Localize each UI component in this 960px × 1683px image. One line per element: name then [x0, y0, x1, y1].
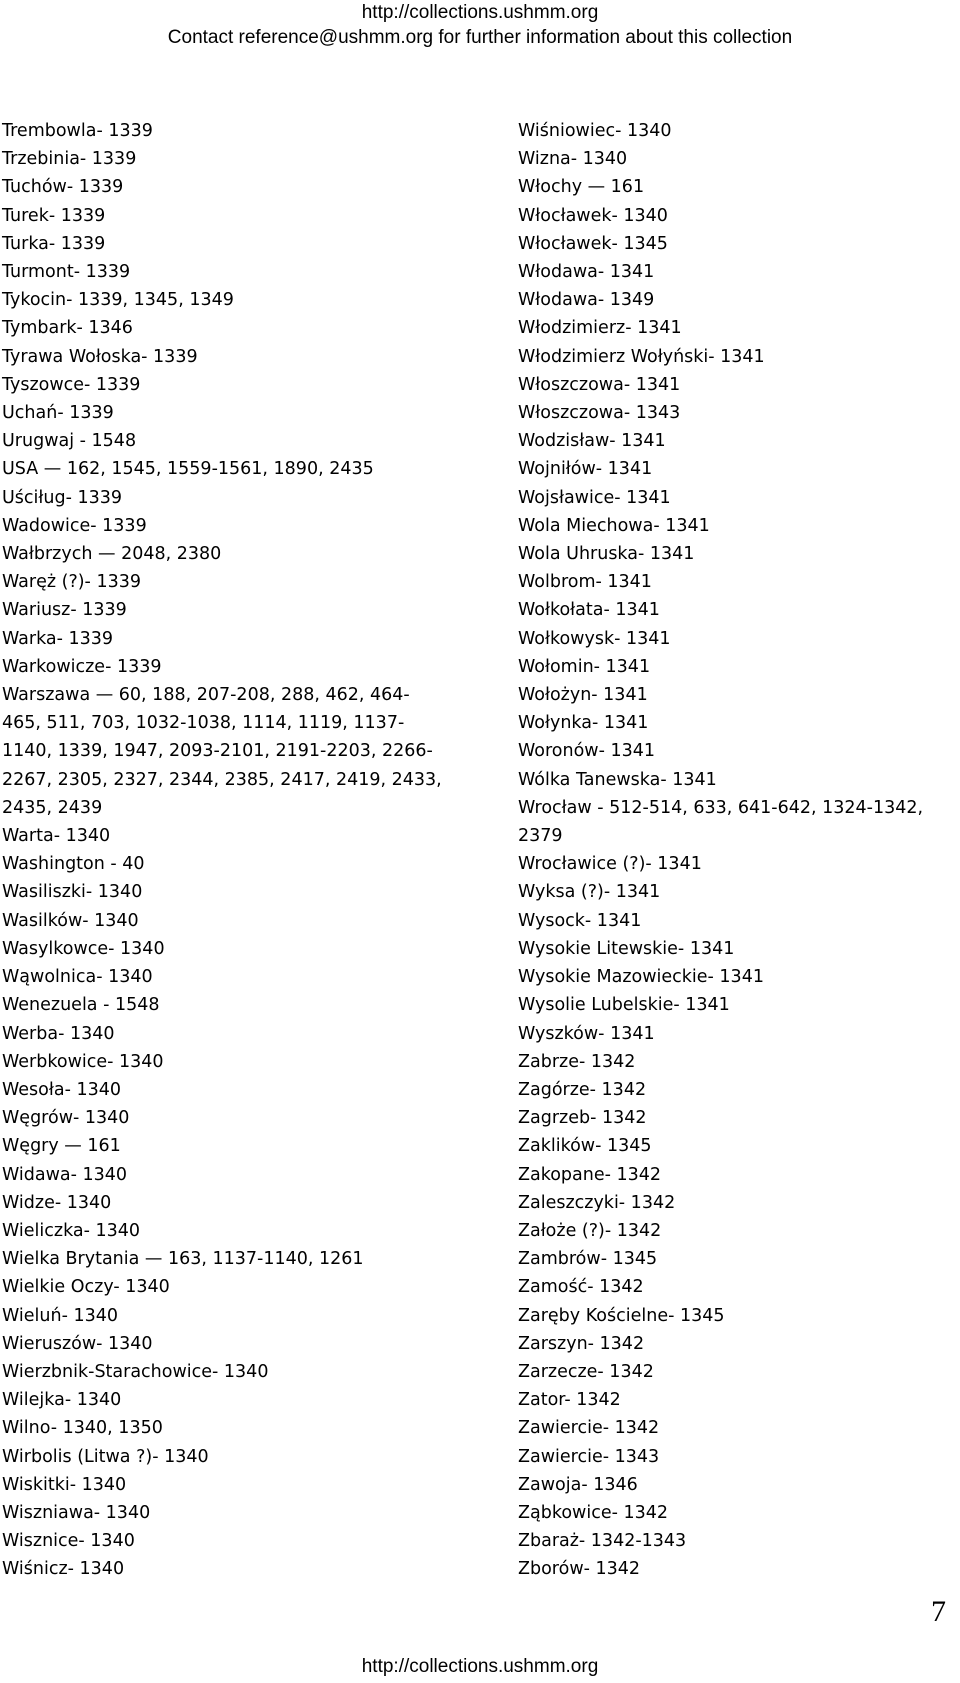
index-entry: USA — 162, 1545, 1559-1561, 1890, 2435: [2, 459, 374, 480]
index-entry: Warkowicze- 1339: [2, 656, 162, 677]
index-entry: Wielkie Oczy- 1340: [2, 1277, 170, 1298]
index-entry: Wysokie Litewskie- 1341: [518, 938, 735, 959]
index-entry: Wieliczka- 1340: [2, 1220, 141, 1241]
index-entry: Wołkowysk- 1341: [518, 628, 671, 649]
index-entry: Zawiercie- 1342: [518, 1418, 660, 1439]
index-entry: Wołynka- 1341: [518, 713, 649, 734]
index-entry: Warta- 1340: [2, 826, 111, 847]
index-entry: Wiśniowiec- 1340: [518, 121, 672, 141]
index-entry: Wyksa (?)- 1341: [518, 882, 661, 903]
index-entry: Włocławek- 1340: [518, 205, 668, 226]
index-entry: Washington - 40: [2, 854, 145, 875]
index-entry: Trembowla- 1339: [2, 121, 153, 141]
index-entry: Wodzisław- 1341: [518, 431, 666, 452]
index-entry: Woronów- 1341: [518, 741, 656, 762]
index-entry: Wiskitki- 1340: [2, 1474, 127, 1495]
index-entry: Tyszowce- 1339: [2, 374, 141, 395]
index-entry: Zaleszczyki- 1342: [518, 1192, 676, 1213]
index-entry: Zabrze- 1342: [518, 1051, 636, 1072]
index-entry: Werba- 1340: [2, 1023, 115, 1044]
index-entry: Węgrów- 1340: [2, 1108, 130, 1129]
index-entry: Wólka Tanewska- 1341: [518, 769, 717, 790]
index-entry: Zawoja- 1346: [518, 1474, 638, 1495]
index-entry: Zaklików- 1345: [518, 1136, 652, 1157]
index-entry: Uchań- 1339: [2, 403, 114, 424]
index-entry: Wysokie Mazowieckie- 1341: [518, 967, 764, 988]
index-entry: Włocławek- 1345: [518, 233, 668, 254]
index-entry: Wisznice- 1340: [2, 1531, 135, 1552]
index-entry: Zawiercie- 1343: [518, 1446, 660, 1467]
index-entry: Wrocław - 512-514, 633, 641-642, 1324-1342, 2379: [518, 797, 929, 847]
index-entry: Wyszków- 1341: [518, 1023, 655, 1044]
index-entry: Wołożyn- 1341: [518, 685, 648, 706]
index-entry: Werbkowice- 1340: [2, 1051, 164, 1072]
index-entry: Włochy — 161: [518, 177, 645, 198]
index-entry: Wolbrom- 1341: [518, 572, 652, 593]
header-url: http://collections.ushmm.org: [361, 2, 599, 23]
index-entry: Zarszyn- 1342: [518, 1333, 645, 1354]
index-entry: Wasilków- 1340: [2, 910, 139, 931]
index-entry: Zagrzeb- 1342: [518, 1108, 647, 1129]
index-entry: Wilejka- 1340: [2, 1390, 122, 1411]
index-entry: Tykocin- 1339, 1345, 1349: [2, 290, 234, 311]
index-entry: Turek- 1339: [2, 205, 106, 226]
index-entry: Zbaraż- 1342-1343: [518, 1531, 687, 1552]
index-entry: Zamość- 1342: [518, 1277, 644, 1298]
index-entry: Włodawa- 1349: [518, 290, 655, 311]
index-entry: Turka- 1339: [2, 233, 106, 254]
index-entry: Tyrawa Wołoska- 1339: [2, 346, 198, 367]
index-entry: Wizna- 1340: [518, 149, 628, 170]
index-entry: Zambrów- 1345: [518, 1249, 658, 1270]
index-entry: Widze- 1340: [2, 1192, 112, 1213]
index-entry: Waręż (?)- 1339: [2, 572, 141, 593]
index-entry: Wysock- 1341: [518, 910, 642, 931]
index-entry: Turmont- 1339: [2, 262, 131, 283]
index-column-left: [2, 117, 448, 1584]
index-entry: Warszawa — 60, 188, 207-208, 288, 462, 464-465, 511, 703, 1032-1038, 1114, 1119, 1137-1140, 1339, 1947, 2093-2101, 2191-2203, 2266-2267, 2305, 2327, 2344, 2385, 2417, 2419, 2433, 2435, 2439: [2, 685, 448, 818]
index-entry: Wielka Brytania — 163, 1137-1140, 1261: [2, 1249, 364, 1270]
index-entry: Założe (?)- 1342: [518, 1220, 662, 1241]
index-entry: Wiszniawa- 1340: [2, 1502, 151, 1523]
index-entry: Uściług- 1339: [2, 487, 122, 508]
index-entry: Tuchów- 1339: [2, 177, 124, 198]
index-entry: Wariusz- 1339: [2, 600, 127, 621]
index-entry: Zarzecze- 1342: [518, 1361, 654, 1382]
index-entry: Wysolie Lubelskie- 1341: [518, 995, 730, 1016]
index-entry: Wasylkowce- 1340: [2, 938, 165, 959]
index-entry: Wenezuela - 1548: [2, 995, 160, 1016]
index-entry: Wola Uhruska- 1341: [518, 544, 695, 565]
index-entry: Zator- 1342: [518, 1390, 621, 1411]
index-entry: Wieluń- 1340: [2, 1305, 119, 1326]
index-entry: Włodzimierz Wołyński- 1341: [518, 346, 765, 367]
index-entry: Wierzbnik-Starachowice- 1340: [2, 1361, 269, 1382]
header-contact-line: Contact reference@ushmm.org for further information about this collection: [167, 27, 793, 48]
index-entry: Widawa- 1340: [2, 1164, 128, 1185]
index-entry: Urugwaj - 1548: [2, 431, 137, 452]
index-entry: Zagórze- 1342: [518, 1079, 647, 1100]
index-entry: Węgry — 161: [2, 1136, 121, 1157]
index-entry: Wola Miechowa- 1341: [518, 515, 710, 536]
index-entry: Wasiliszki- 1340: [2, 882, 143, 903]
index-entry: Wałbrzych — 2048, 2380: [2, 544, 222, 565]
index-entry: Zborów- 1342: [518, 1559, 641, 1580]
index-entry: Wojniłów- 1341: [518, 459, 653, 480]
index-entry: Włoszczowa- 1341: [518, 374, 681, 395]
index-entry: Tymbark- 1346: [2, 318, 133, 339]
index-column-right: [518, 117, 954, 1584]
index-entry: Ząbkowice- 1342: [518, 1502, 669, 1523]
index-entry: Wąwolnica- 1340: [2, 967, 153, 988]
index-entry: Wiśnicz- 1340: [2, 1559, 125, 1580]
index-entry: Wołkołata- 1341: [518, 600, 660, 621]
index-entry: Wrocławice (?)- 1341: [518, 854, 702, 875]
index-entry: Zaręby Kościelne- 1345: [518, 1305, 725, 1326]
index-entry: Zakopane- 1342: [518, 1164, 662, 1185]
index-entry: Wesoła- 1340: [2, 1079, 121, 1100]
index-entry: Wieruszów- 1340: [2, 1333, 153, 1354]
page-number: 7: [931, 1595, 946, 1628]
index-entry: Trzebinia- 1339: [2, 149, 137, 170]
index-entry: Włodzimierz- 1341: [518, 318, 682, 339]
index-entry: Włodawa- 1341: [518, 262, 655, 283]
index-entry: Włoszczowa- 1343: [518, 403, 681, 424]
footer-url: http://collections.ushmm.org: [361, 1656, 599, 1677]
index-entry: Wilno- 1340, 1350: [2, 1418, 163, 1439]
page-header: [0, 0, 960, 50]
index-entry: Warka- 1339: [2, 628, 114, 649]
index-entry: Wadowice- 1339: [2, 515, 147, 536]
index-entry: Wirbolis (Litwa ?)- 1340: [2, 1446, 209, 1467]
index-entry: Wołomin- 1341: [518, 656, 651, 677]
index-entry: Wojsławice- 1341: [518, 487, 671, 508]
